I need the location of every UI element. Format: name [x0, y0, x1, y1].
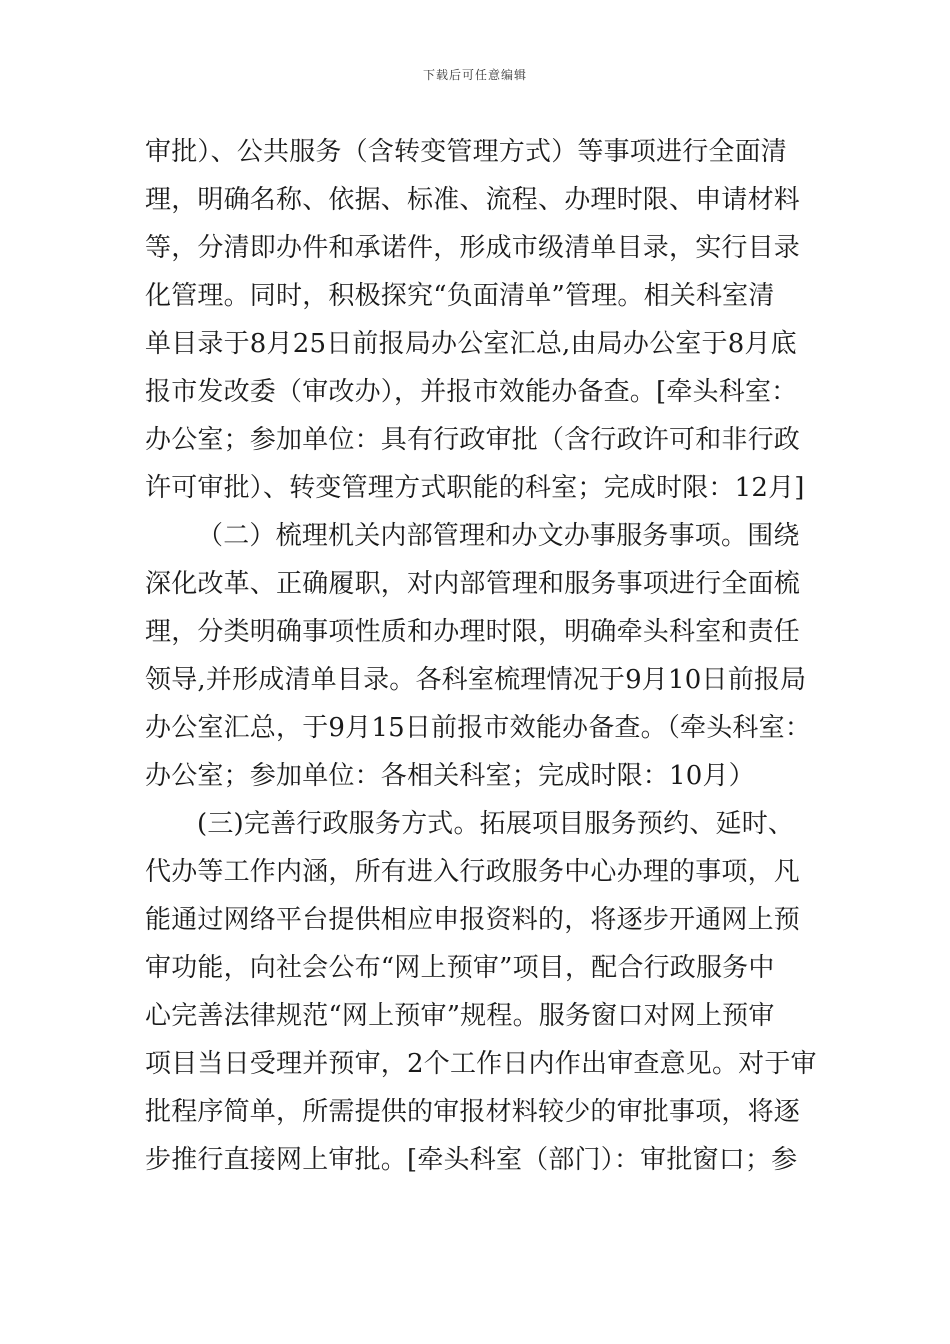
- text-line: （二）梳理机关内部管理和办文办事服务事项。围绕: [197, 521, 800, 551]
- text-line: 领导,并形成清单目录。各科室梳理情况于9月10日前报局: [145, 665, 807, 695]
- paragraph-2: [145, 512, 813, 800]
- text-line: 理，明确名称、依据、标准、流程、办理时限、申请材料: [145, 185, 801, 215]
- text-line: 心完善法律规范“网上预审”规程。服务窗口对网上预审: [145, 1001, 775, 1031]
- text-line: 审功能，向社会公布“网上预审”项目，配合行政服务中: [145, 953, 775, 983]
- page-header: 下载后可任意编辑: [422, 68, 527, 82]
- text-line: 项目当日受理并预审，2个工作日内作出审查意见。对于审: [145, 1049, 817, 1079]
- text-line: 能通过网络平台提供相应申报资料的，将逐步开通网上预: [145, 905, 801, 935]
- text-line: 等，分清即办件和承诺件，形成市级清单目录，实行目录: [145, 233, 801, 263]
- text-line: 深化改革、正确履职，对内部管理和服务事项进行全面梳: [145, 569, 801, 599]
- text-line: 报市发改委（审改办），并报市效能办备查。[牵头科室：: [145, 377, 798, 407]
- text-line: 办公室；参加单位：具有行政审批（含行政许可和非行政: [145, 425, 801, 455]
- text-line: 审批）、公共服务（含转变管理方式）等事项进行全面清: [145, 137, 788, 167]
- text-line: 理，分类明确事项性质和办理时限，明确牵头科室和责任: [145, 617, 801, 647]
- text-line: 步推行直接网上审批。[牵头科室（部门）：审批窗口；参: [145, 1145, 798, 1175]
- text-line: 办公室；参加单位：各相关科室；完成时限：10月）: [145, 761, 755, 791]
- text-line: 代办等工作内涵，所有进入行政服务中心办理的事项，凡: [145, 857, 801, 887]
- text-line: 单目录于8月25日前报局办公室汇总,由局办公室于8月底: [145, 329, 797, 359]
- text-line: 许可审批）、转变管理方式职能的科室；完成时限：12月]: [145, 473, 805, 503]
- text-line: 批程序简单，所需提供的审报材料较少的审批事项，将逐: [145, 1097, 801, 1127]
- paragraph-1: [145, 128, 813, 512]
- text-line: (三)完善行政服务方式。拓展项目服务预约、延时、: [197, 809, 795, 839]
- paragraph-3: [145, 800, 817, 1184]
- document-body: [145, 128, 817, 1184]
- text-line: 办公室汇总，于9月15日前报市效能办备查。（牵头科室：: [145, 713, 812, 743]
- text-line: 化管理。同时，积极探究“负面清单”管理。相关科室清: [145, 281, 775, 311]
